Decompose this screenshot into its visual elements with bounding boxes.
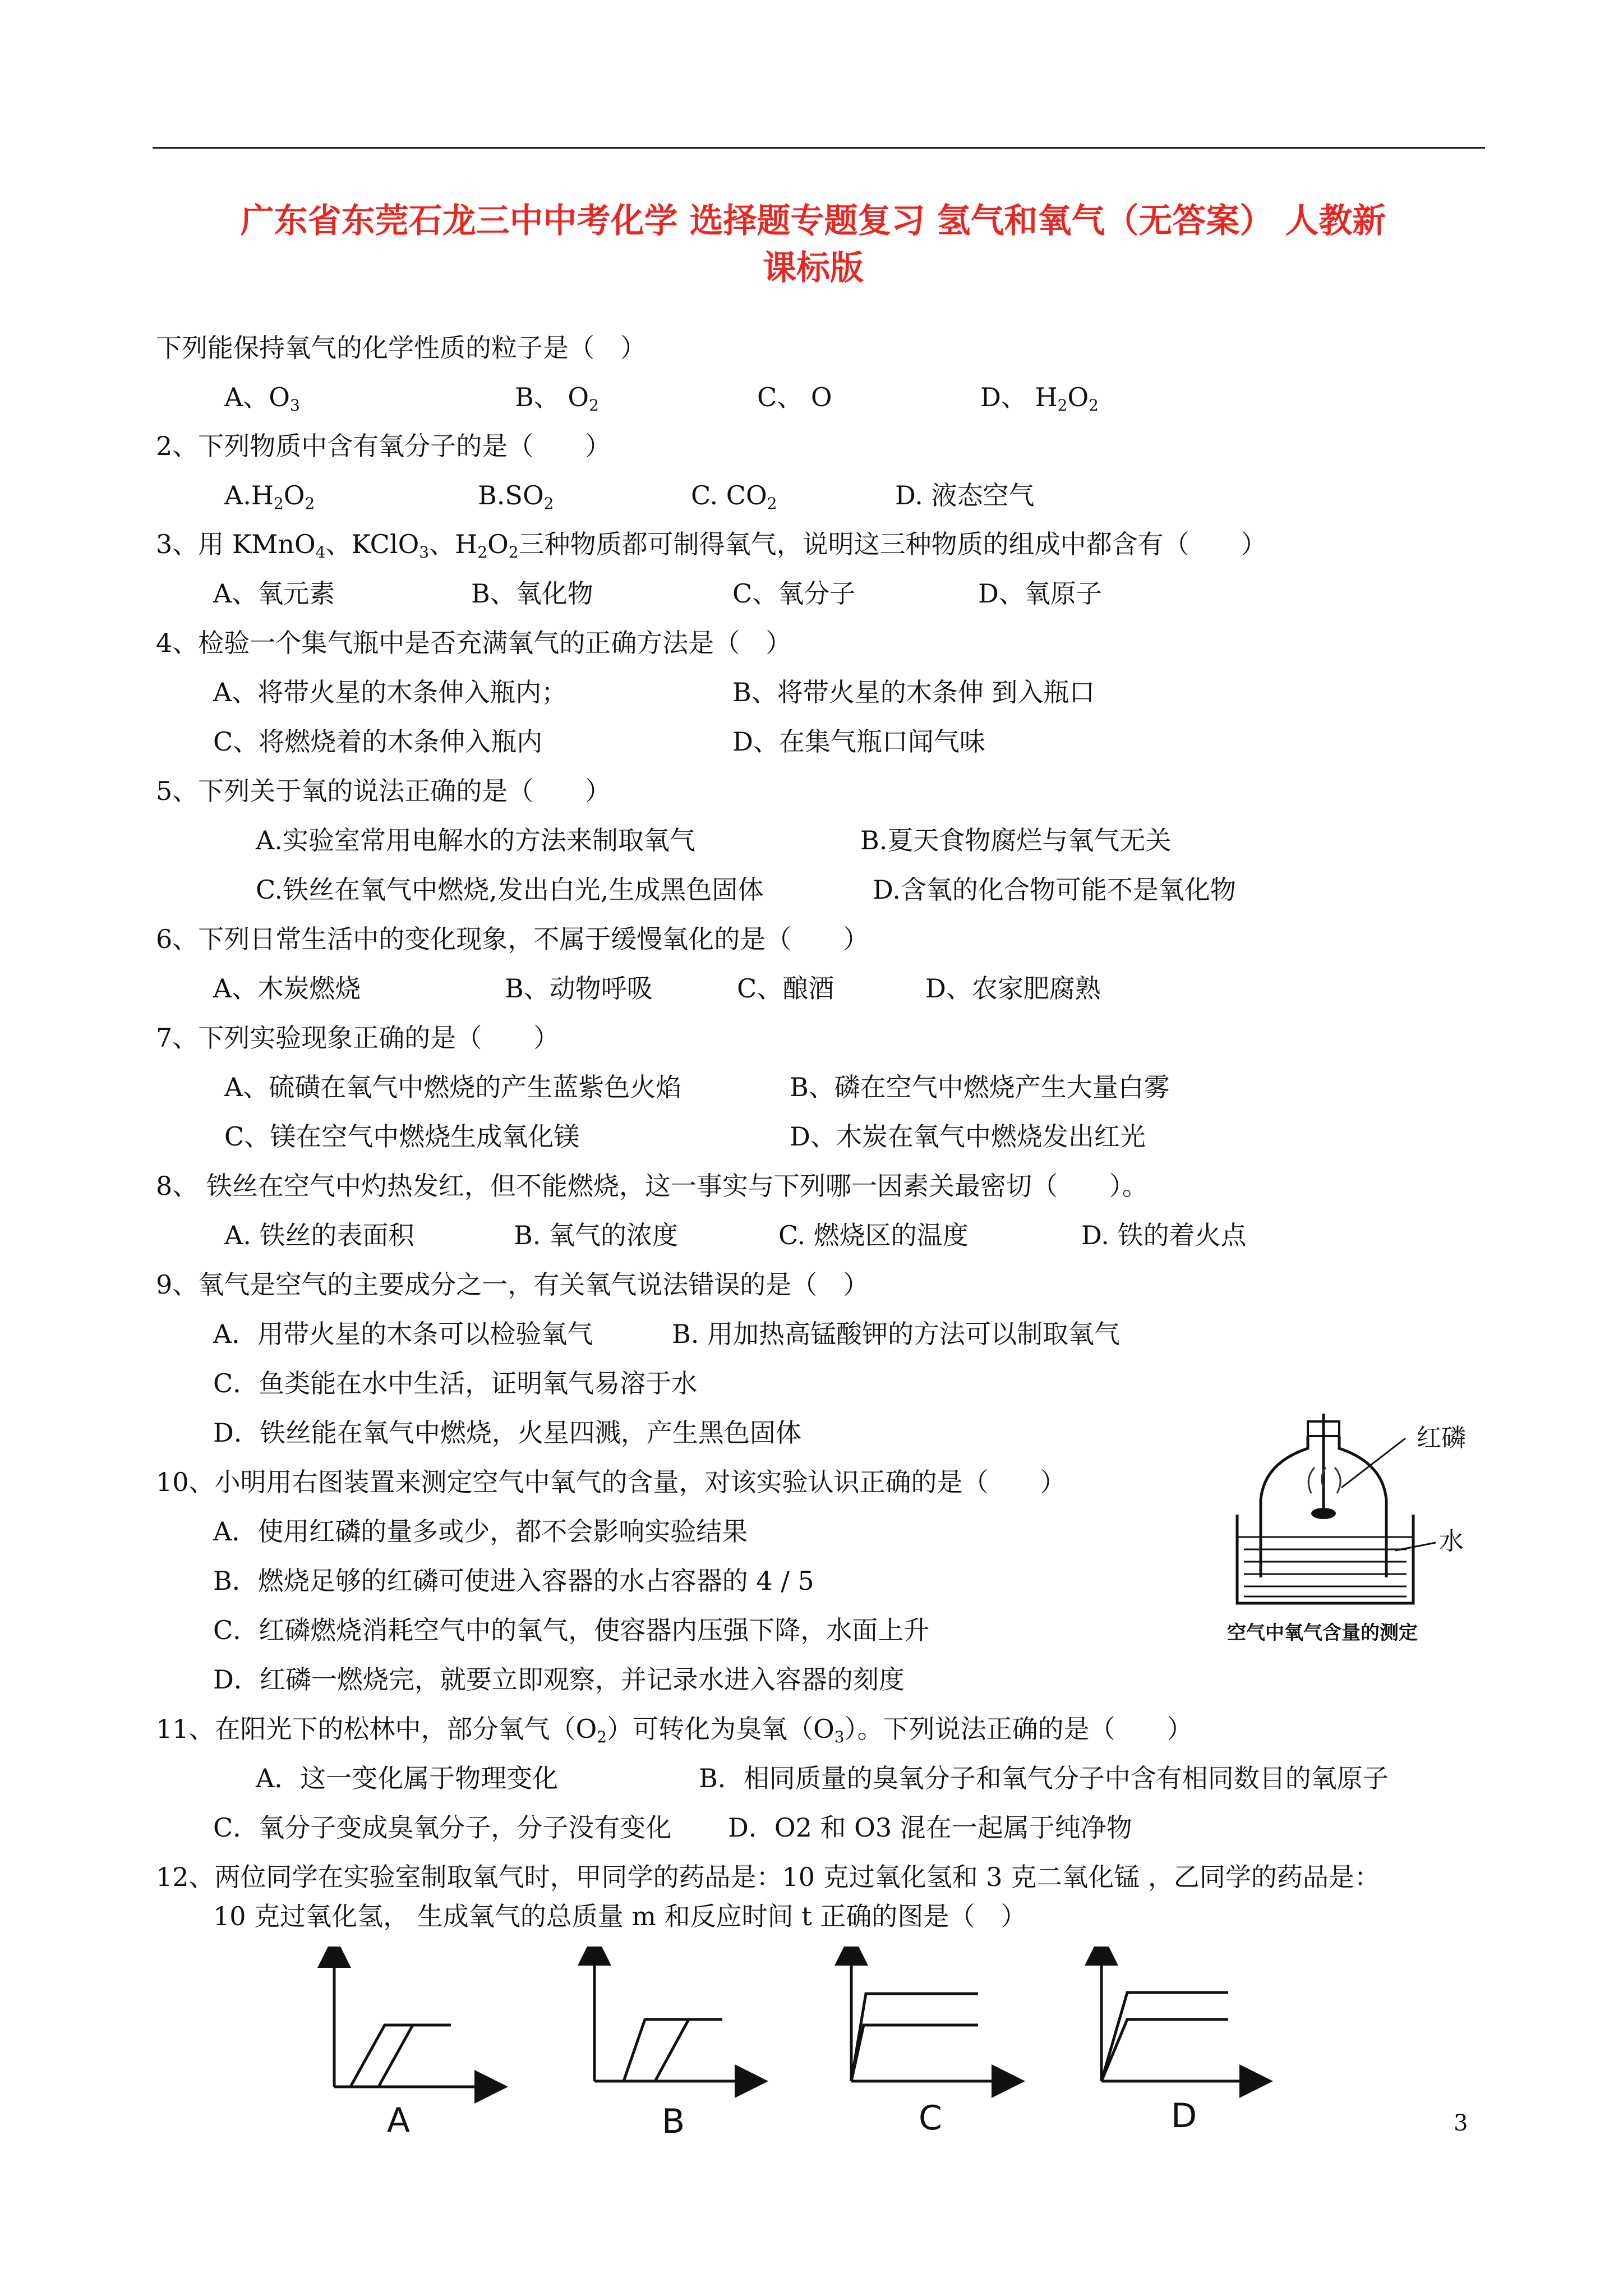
question-3-option-d: D、氧原子 bbox=[978, 578, 1102, 609]
question-4-option-d: D、在集气瓶口闻气味 bbox=[732, 726, 985, 757]
question-8-option-c: C. 燃烧区的温度 bbox=[778, 1220, 969, 1250]
header-rule bbox=[153, 147, 1485, 149]
question-5-option-d: D.含氧的化合物可能不是氧化物 bbox=[873, 875, 1236, 905]
question-7-option-c: C、镁在空气中燃烧生成氧化镁 bbox=[224, 1121, 580, 1152]
question-5-stem: 5、下列关于氧的说法正确的是（ ） bbox=[156, 776, 611, 806]
graph-d bbox=[1101, 1949, 1256, 2081]
document-title: 广东省东莞石龙三中中考化学 选择题专题复习 氢气和氧气（无答案） 人教新 bbox=[240, 201, 1386, 241]
question-2-option-d: D. 液态空气 bbox=[895, 480, 1035, 510]
question-1-stem: 下列能保持氧气的化学性质的粒子是（ ） bbox=[156, 333, 646, 363]
question-6-option-c: C、酿酒 bbox=[737, 973, 834, 1004]
question-6-option-b: B、动物呼吸 bbox=[505, 973, 653, 1004]
question-6-option-a: A、木炭燃烧 bbox=[213, 973, 361, 1004]
water-leader-line bbox=[1395, 1543, 1436, 1550]
question-5-option-b: B.夏天食物腐烂与氧气无关 bbox=[860, 825, 1172, 855]
combustion-spoon bbox=[1311, 1508, 1336, 1519]
question-10-option-b: B．燃烧足够的红磷可使进入容器的水占容器的 4 / 5 bbox=[213, 1566, 814, 1596]
question-11-option-a: A．这一变化属于物理变化 bbox=[256, 1763, 559, 1793]
question-8-option-b: B. 氧气的浓度 bbox=[514, 1220, 679, 1250]
question-9-stem: 9、氧气是空气的主要成分之一，有关氧气说法错误的是（ ） bbox=[156, 1269, 869, 1300]
question-10-option-c: C．红磷燃烧消耗空气中的氧气，使容器内压强下降，水面上升 bbox=[213, 1615, 930, 1645]
graph-b-label: B bbox=[662, 2102, 685, 2141]
question-4-stem: 4、检验一个集气瓶中是否充满氧气的正确方法是（ ） bbox=[156, 628, 792, 658]
question-10-stem: 10、小明用右图装置来测定空气中氧气的含量，对该实验认识正确的是（ ） bbox=[156, 1467, 1066, 1497]
question-2-option-b: $B.SO_2$ bbox=[478, 480, 554, 513]
graph-b bbox=[594, 1949, 751, 2081]
question-7-option-a: A、硫磺在氧气中燃烧的产生蓝紫色火焰 bbox=[224, 1072, 682, 1102]
question-3-option-b: B、氧化物 bbox=[471, 578, 593, 609]
question-8-stem: 8、 铁丝在空气中灼热发红，但不能燃烧，这一事实与下列哪一因素关最密切（ ）。 bbox=[156, 1171, 1148, 1201]
figure-caption: 空气中氧气含量的测定 bbox=[1227, 1622, 1418, 1644]
question-3-stem: 3、用 KMnO$_4$、KClO$_3$、$H_2O_2$三种物质都可制得氧气，说明这三种物质的组成中都含有（ ） bbox=[156, 529, 1267, 562]
question-8-option-d: D. 铁的着火点 bbox=[1081, 1220, 1247, 1250]
graph-d-label: D bbox=[1171, 2096, 1197, 2136]
question-6-option-d: D、农家肥腐熟 bbox=[925, 973, 1101, 1004]
document-title-line2: 课标版 bbox=[763, 249, 864, 288]
label-water: 水 bbox=[1439, 1527, 1464, 1556]
graph-c-label: C bbox=[919, 2099, 942, 2138]
question-4-option-a: A、将带火星的木条伸入瓶内； bbox=[213, 677, 568, 707]
question-7-option-b: B、磷在空气中燃烧产生大量白雾 bbox=[790, 1072, 1170, 1102]
graph-c bbox=[851, 1949, 1008, 2081]
oxygen-measurement-apparatus-figure bbox=[1227, 1409, 1485, 1656]
question-3-option-c: C、氧分子 bbox=[732, 578, 856, 609]
question-12-stem-line2: 10 克过氧化氢， 生成氧气的总质量 m 和反应时间 t 正确的图是（ ） bbox=[213, 1901, 1027, 1931]
question-10-option-d: D．红磷一燃烧完，就要立即观察，并记录水进入容器的刻度 bbox=[213, 1664, 905, 1695]
question-7-option-d: D、木炭在氧气中燃烧发出红光 bbox=[790, 1121, 1146, 1152]
question-6-stem: 6、下列日常生活中的变化现象，不属于缓慢氧化的是（ ） bbox=[156, 924, 869, 954]
page-number: 3 bbox=[1454, 2110, 1468, 2136]
question-9-option-a: A．用带火星的木条可以检验氧气 bbox=[213, 1319, 593, 1349]
graph-a bbox=[334, 1951, 491, 2087]
question-2-option-c: C. $CO_2$ bbox=[691, 480, 777, 513]
question-7-stem: 7、下列实验现象正确的是（ ） bbox=[156, 1023, 560, 1053]
question-9-option-b: B. 用加热高锰酸钾的方法可以制取氧气 bbox=[672, 1319, 1121, 1349]
question-12-stem: 12、两位同学在实验室制取氧气时，甲同学的药品是：10 克过氧化氢和 3 克二氧化锰 ，乙同学的药品是： bbox=[156, 1862, 1380, 1892]
question-1-option-b: B、 $O_2$ bbox=[515, 382, 599, 415]
question-11-option-b: B．相同质量的臭氧分子和氧气分子中含有相同数目的氧原子 bbox=[699, 1763, 1389, 1793]
question-1-option-c: C、 O bbox=[757, 382, 832, 412]
question-5-option-a: A.实验室常用电解水的方法来制取氧气 bbox=[256, 825, 695, 855]
graph-a-label: A bbox=[387, 2101, 411, 2140]
question-8-option-a: A. 铁丝的表面积 bbox=[224, 1220, 414, 1250]
question-11-stem: 11、在阳光下的松林中，部分氧气$(O_2)$可转化为臭氧$(O_3)$。下列说法正确的是（ ） bbox=[156, 1714, 1193, 1746]
question-9-option-c: C．鱼类能在水中生活，证明氧气易溶于水 bbox=[213, 1368, 698, 1398]
question-2-option-a: $A.H_2O_2$ bbox=[224, 480, 315, 513]
question-11-option-c: C．氧分子变成臭氧分子，分子没有变化 bbox=[213, 1812, 672, 1843]
question-9-option-d: D．铁丝能在氧气中燃烧，火星四溅，产生黑色固体 bbox=[213, 1418, 801, 1448]
question-2-stem: 2、下列物质中含有氧分子的是（ ） bbox=[156, 431, 611, 461]
question-3-option-a: A、氧元素 bbox=[213, 578, 335, 609]
graph-options bbox=[303, 1947, 1312, 2148]
label-phosphorus: 红磷 bbox=[1417, 1424, 1466, 1452]
question-1-option-a: A、$O_3$ bbox=[224, 382, 300, 415]
water-hatching bbox=[1244, 1549, 1407, 1596]
question-4-option-c: C、将燃烧着的木条伸入瓶内 bbox=[213, 726, 543, 757]
question-4-option-b: B、将带火星的木条伸 到入瓶口 bbox=[732, 677, 1095, 707]
question-1-option-d: D、 $H_2O_2$ bbox=[980, 382, 1099, 415]
phosphorus-leader-line bbox=[1341, 1438, 1405, 1488]
question-5-option-c: C.铁丝在氧气中燃烧,发出白光,生成黑色固体 bbox=[256, 875, 764, 905]
question-11-option-d: D．O2 和 O3 混在一起属于纯净物 bbox=[728, 1812, 1132, 1843]
question-10-option-a: A．使用红磷的量多或少，都不会影响实验结果 bbox=[213, 1516, 748, 1547]
